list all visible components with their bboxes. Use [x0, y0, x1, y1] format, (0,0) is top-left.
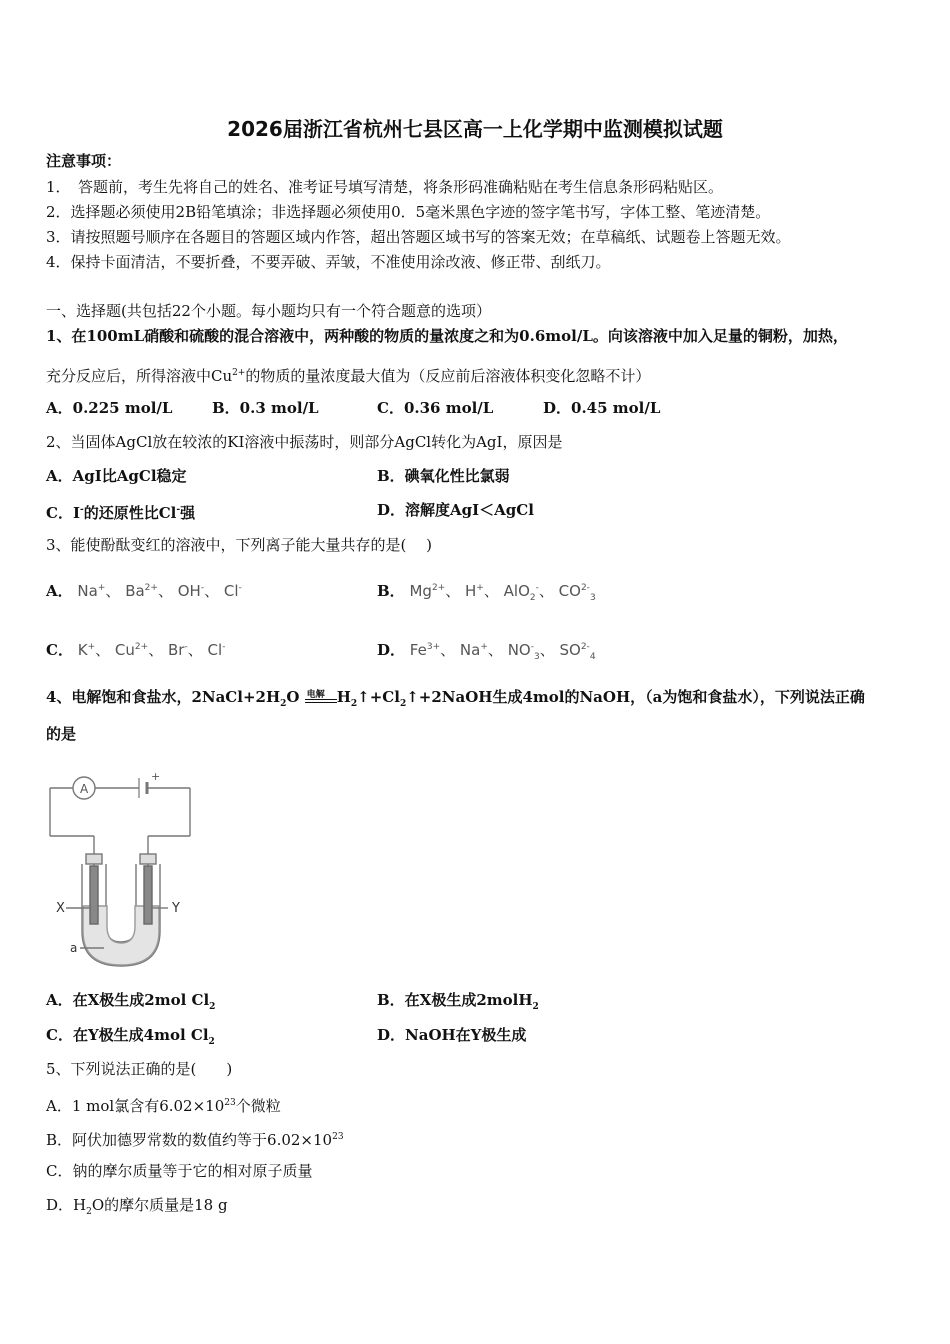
q1-stem-line2	[46, 363, 650, 386]
q3-option-c[interactable]: C． K+、 $Cu^{2+}$、 Br-、 Cl-	[46, 641, 226, 659]
q2-superscript: -	[176, 505, 181, 515]
q1-option-d[interactable]: D．0.45 mol/L	[543, 399, 661, 417]
q2-option-c-text: 强	[180, 504, 196, 522]
q2-option-c-text: C．I	[46, 504, 80, 522]
q2-option-b[interactable]: B．碘氧化性比氯弱	[377, 467, 510, 485]
electrolysis-apparatus-figure	[44, 766, 202, 976]
q2-option-c[interactable]	[46, 500, 195, 523]
notice-item: 2．选择题必须使用2B铅笔填涂；非选择题必须使用0．5毫米黑色字迹的签字笔书写，字体工整、笔迹清楚。	[46, 203, 771, 221]
ion-ba: $Ba^{2+}$	[125, 582, 158, 600]
q1-stem-line1: 1、在100mL硝酸和硫酸的混合溶液中，两种酸的物质的量浓度之和为0.6mol/L。向该溶液中加入足量的铜粉，加热，	[46, 327, 848, 345]
q5-option-d[interactable]: D．$H_2O$的摩尔质量是18 g	[46, 1196, 228, 1217]
positive-terminal-label: +	[151, 770, 161, 783]
notice-heading: 注意事项：	[46, 152, 122, 170]
q1-stem-text: 的物质的量浓度最大值为（反应前后溶液体积变化忽略不计）	[245, 367, 651, 385]
ion-h: H+	[465, 582, 484, 600]
q4-option-d[interactable]: D．NaOH在Y极生成	[377, 1026, 527, 1044]
q3-stem: 3、能使酚酞变红的溶液中，下列离子能大量共存的是( )	[46, 536, 433, 554]
q2-option-a[interactable]: A．AgI比AgCl稳定	[46, 467, 187, 485]
q4-stem-line2: 的是	[46, 725, 77, 743]
q5-option-b[interactable]: B．阿伏加德罗常数的数值约等于$6.02\times 10^{23}$	[46, 1131, 344, 1149]
q2-stem: 2、当固体AgCl放在较浓的KI溶液中振荡时，则部分AgCl转化为AgI，原因是	[46, 433, 563, 451]
page-title: 2026届浙江省杭州七县区高一上化学期中监测模拟试题	[227, 117, 723, 141]
q1-superscript: 2+	[232, 368, 246, 378]
ion-k: K+	[77, 641, 96, 659]
electrolysis-condition: 电解	[305, 688, 337, 708]
q3-option-a[interactable]: A． Na+、 $Ba^{2+}$、 OH-、 Cl-	[46, 582, 242, 600]
ion-no3: $NO^-_3$	[507, 641, 540, 662]
q4-option-c[interactable]: C．在Y极生成4mol $Cl_2$	[46, 1026, 215, 1047]
q5-option-c[interactable]: C．钠的摩尔质量等于它的相对原子质量	[46, 1162, 313, 1180]
q5-stem: 5、下列说法正确的是( )	[46, 1060, 233, 1078]
q4-option-b[interactable]: B．在X极生成2molH$_2$	[377, 991, 539, 1012]
notice-item: 1． 答题前，考生先将自己的姓名、准考证号填写清楚，将条形码准确粘贴在考生信息条形码粘贴区。	[46, 178, 724, 196]
notice-item: 4．保持卡面清洁，不要折叠，不要弄破、弄皱，不准使用涂改液、修正带、刮纸刀。	[46, 253, 611, 271]
electrode-y-label: Y	[172, 901, 180, 916]
q2-superscript: -	[79, 505, 84, 515]
ion-fe: $Fe^{3+}$	[409, 641, 441, 659]
ion-cl: Cl-	[223, 582, 242, 600]
q2-option-c-text: 的还原性比Cl	[83, 504, 177, 522]
ion-na: Na+	[459, 641, 488, 659]
q3-option-b[interactable]: B． $Mg^{2+}$、 H+、 AlO$_2$-、 $CO^{2-}_3$	[377, 582, 596, 603]
q3-option-label: A．	[46, 582, 73, 600]
q3-option-label: D．	[377, 641, 406, 659]
ion-so4: $SO^{2-}_4$	[559, 641, 596, 662]
ion-cu: $Cu^{2+}$	[114, 641, 149, 659]
q3-option-label: C．	[46, 641, 73, 659]
q5-option-a[interactable]: A．1 mol氯含有$6.02\times 10^{23}$个微粒	[46, 1097, 281, 1115]
ion-alo2: AlO$_2$-	[503, 582, 539, 603]
electrode-x-label: X	[56, 901, 65, 916]
q1-stem-text: 充分反应后，所得溶液中Cu	[46, 367, 233, 385]
q4-option-a[interactable]: A．在X极生成2mol $Cl_2$	[46, 991, 216, 1012]
q3-option-d[interactable]: D． $Fe^{3+}$、 Na+、 $NO^-_3$、 $SO^{2-}_4$	[377, 641, 596, 662]
q1-option-c[interactable]: C．0.36 mol/L	[377, 399, 494, 417]
ion-co3: $CO^{2-}_3$	[558, 582, 596, 603]
ion-na: Na+	[77, 582, 106, 600]
notice-item: 3．请按照题号顺序在各题目的答题区域内作答，超出答题区域书写的答案无效；在草稿纸、试题卷上答题无效。	[46, 228, 791, 246]
q2-option-d[interactable]: D．溶解度AgI＜AgCl	[377, 501, 534, 519]
ion-cl: Cl-	[207, 641, 226, 659]
ion-br: Br-	[167, 641, 188, 659]
ion-mg: $Mg^{2+}$	[409, 582, 446, 600]
q4-stem-line1: 4、电解饱和食盐水，$2NaCl+2H_2O$ 电解 $H_2↑+Cl_2↑+2NaOH$生成4mol的NaOH，（a为饱和食盐水），下列说法正确	[46, 688, 865, 709]
ammeter-label: A	[80, 782, 89, 796]
q3-option-label: B．	[377, 582, 405, 600]
q1-option-a[interactable]: A．0.225 mol/L	[46, 399, 173, 417]
section-heading: 一、选择题(共包括22个小题。每小题均只有一个符合题意的选项）	[46, 302, 491, 320]
q1-option-b[interactable]: B．0.3 mol/L	[212, 399, 319, 417]
ion-oh: OH-	[177, 582, 205, 600]
solution-a-label: a	[70, 941, 78, 955]
